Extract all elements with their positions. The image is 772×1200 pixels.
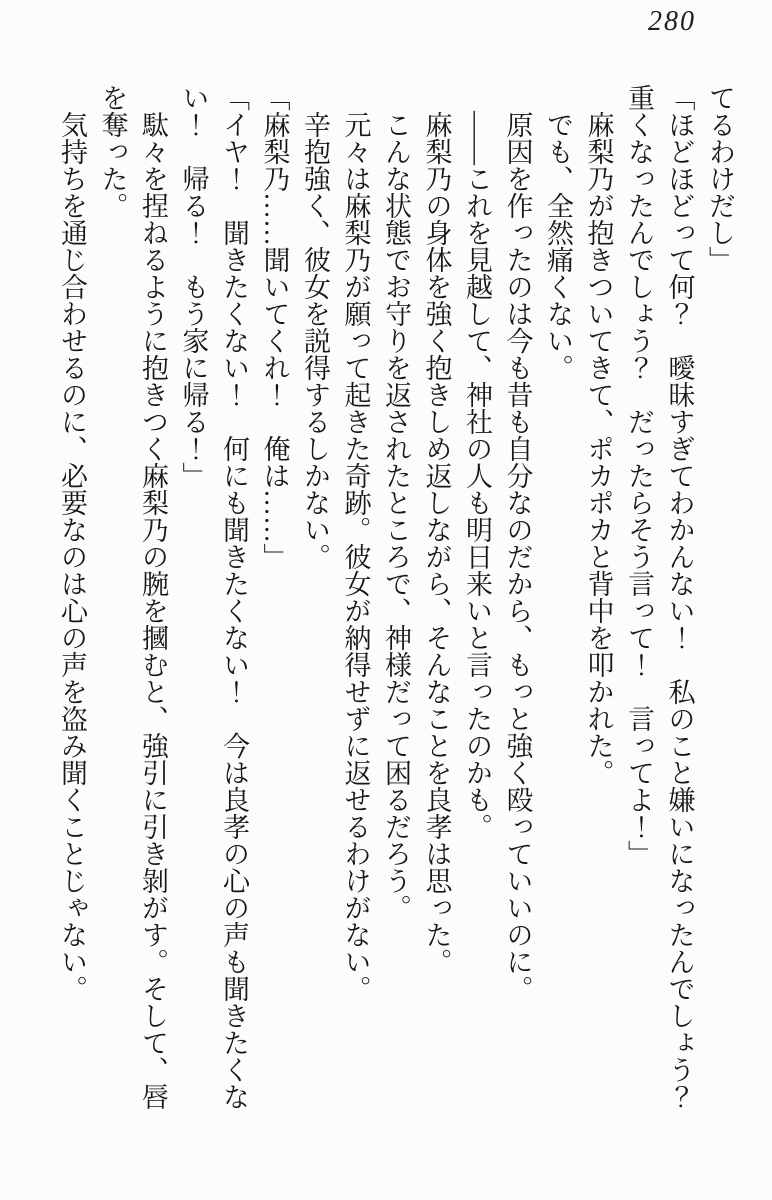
text-column: こんな状態でお守りを返されたところで、神様だって困るだろう。 bbox=[381, 111, 411, 921]
text-column: 「麻梨乃……聞いてくれ！ 俺は……」 bbox=[259, 84, 290, 570]
text-column: 駄々を捏ねるように抱きつく麻梨乃の腕を摑むと、強引に引き剝がす。そして、唇 bbox=[138, 111, 168, 1110]
text-column: 重くなったんでしょう？ だったらそう言って！ 言ってよ！」 bbox=[624, 84, 654, 867]
text-column: を奪った。 bbox=[97, 84, 128, 219]
text-block bbox=[52, 84, 741, 1154]
text-column: 麻梨乃の身体を強く抱きしめ返しながら、そんなことを良孝は思った。 bbox=[421, 111, 452, 975]
text-column: 「イヤ！ 聞きたくない！ 何にも聞きたくない！ 今は良孝の心の声も聞きたくな bbox=[219, 84, 249, 1110]
text-column: でも、全然痛くない。 bbox=[543, 111, 573, 381]
text-column: てるわけだし」 bbox=[705, 84, 735, 273]
text-column: 原因を作ったのは今も昔も自分なのだから、もっと強く殴っていいのに。 bbox=[502, 111, 533, 1002]
text-column: 「ほどほどって何？ 曖昧すぎてわかんない！ 私のこと嫌いになったんでしょう？ bbox=[664, 84, 695, 1110]
text-column: 元々は麻梨乃が願って起きた奇跡。彼女が納得せずに返せるわけがない。 bbox=[340, 111, 371, 1002]
text-column: 気持ちを通じ合わせるのに、必要なのは心の声を盗み聞くことじゃない。 bbox=[57, 111, 87, 1002]
text-column: ――これを見越して、神社の人も明日来いと言ったのかも。 bbox=[462, 111, 492, 840]
text-column: 辛抱強く、彼女を説得するしかない。 bbox=[300, 111, 330, 570]
text-column: い！ 帰る！ もう家に帰る！」 bbox=[178, 84, 209, 489]
page-number: 280 bbox=[648, 6, 696, 37]
text-column: 麻梨乃が抱きついてきて、ポカポカと背中を叩かれた。 bbox=[583, 111, 614, 786]
